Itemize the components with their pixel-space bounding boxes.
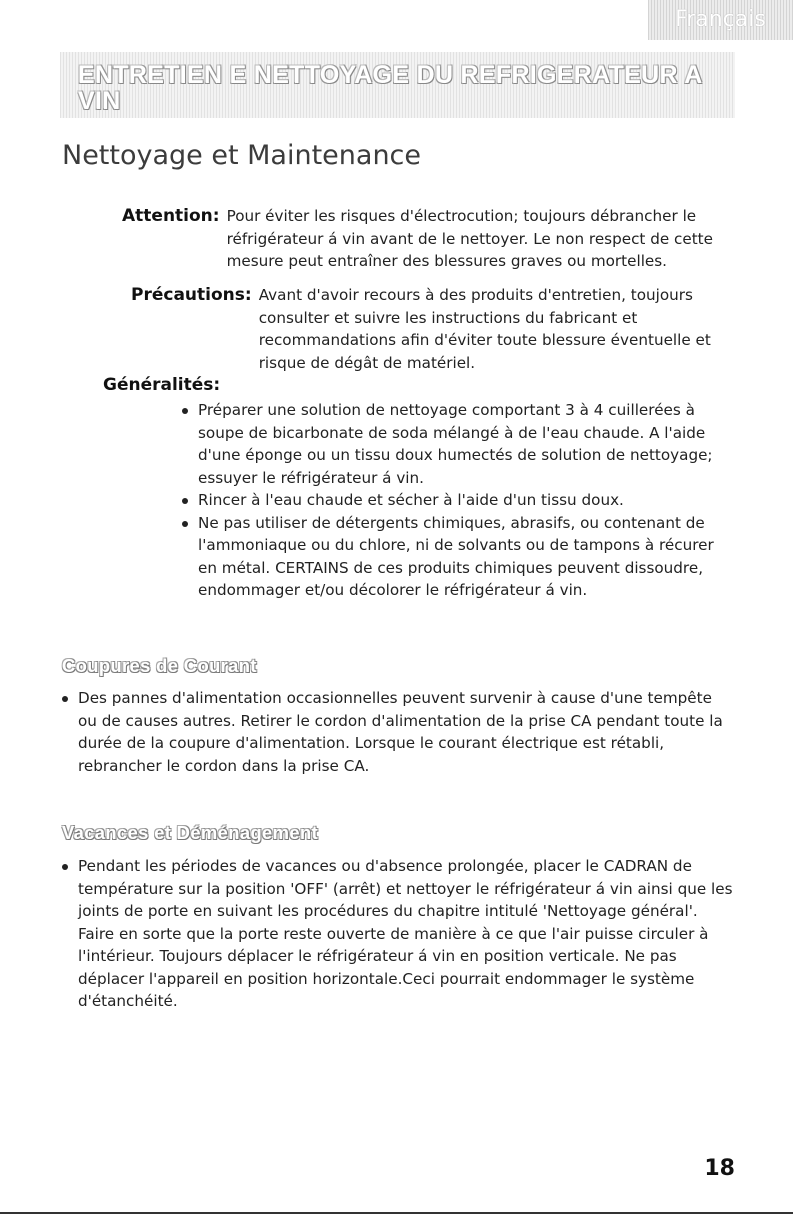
attention-text: Pour éviter les risques d'électrocution; toujours débrancher le réfrigérateur á vin avant de le nettoyer. Le non respect de cette mesure peut entraîner des blessures graves ou mortelles. bbox=[226, 207, 713, 270]
list-item: Pendant les périodes de vacances ou d'absence prolongée, placer le CADRAN de température sur la position 'OFF' (arrêt) et nettoyer le réfrigérateur á vin ainsi que les joints de porte en suivant les procédures du chapitre intitulé 'Nettoyage général'. Faire en sorte que la porte reste ouverte de manière à ce que l'air puisse circuler à l'intérieur. Toujours déplacer le réfrigérateur á vin en position verticale. Ne pas déplacer l'appareil en position horizontale.Ceci pourrait endommager le système d'étanchéité. bbox=[62, 855, 738, 1013]
vacances-heading: Vacances et Déménagement bbox=[62, 822, 319, 843]
attention-notice bbox=[122, 205, 732, 273]
list-item: Préparer une solution de nettoyage comportant 3 à 4 cuillerées à soupe de bicarbonate de soda mélangé à de l'eau chaude. A l'aide d'une éponge ou un tissu doux humectés de solution de nettoyage; essuyer le réfrigérateur á vin. bbox=[182, 399, 730, 489]
page-title: Nettoyage et Maintenance bbox=[62, 140, 422, 171]
language-tab: Français bbox=[648, 0, 793, 40]
attention-label: Attention: bbox=[122, 206, 220, 226]
generalites-heading: Généralités: bbox=[103, 375, 221, 395]
bottom-divider bbox=[0, 1212, 793, 1214]
list-item: Rincer à l'eau chaude et sécher à l'aide d'un tissu doux. bbox=[182, 489, 730, 512]
precautions-text: Avant d'avoir recours à des produits d'entretien, toujours consulter et suivre les instructions du fabricant et recommandations afin d'éviter toute blessure éventuelle et risque de dégât de matériel. bbox=[258, 286, 711, 372]
generalites-list bbox=[182, 399, 730, 602]
page-number: 18 bbox=[704, 1156, 735, 1181]
coupures-list bbox=[62, 687, 732, 777]
vacances-list bbox=[62, 855, 738, 1013]
precautions-label: Précautions: bbox=[131, 285, 252, 305]
list-item: Ne pas utiliser de détergents chimiques, abrasifs, ou contenant de l'ammoniaque ou du chlore, ni de solvants ou de tampons à récurer en métal. CERTAINS de ces produits chimiques peuvent dissoudre, endommager et/ou décolorer le réfrigérateur á vin. bbox=[182, 512, 730, 602]
coupures-heading: Coupures de Courant bbox=[62, 655, 257, 676]
list-item: Des pannes d'alimentation occasionnelles peuvent survenir à cause d'une tempête ou de causes autres. Retirer le cordon d'alimentation de la prise CA pendant toute la durée de la coupure d'alimentation. Lorsque le courant électrique est rétabli, rebrancher le cordon dans la prise CA. bbox=[62, 687, 732, 777]
banner-title: ENTRETIEN E NETTOYAGE DU REFRIGERATEUR A VIN bbox=[78, 61, 702, 115]
precautions-notice bbox=[131, 284, 733, 374]
